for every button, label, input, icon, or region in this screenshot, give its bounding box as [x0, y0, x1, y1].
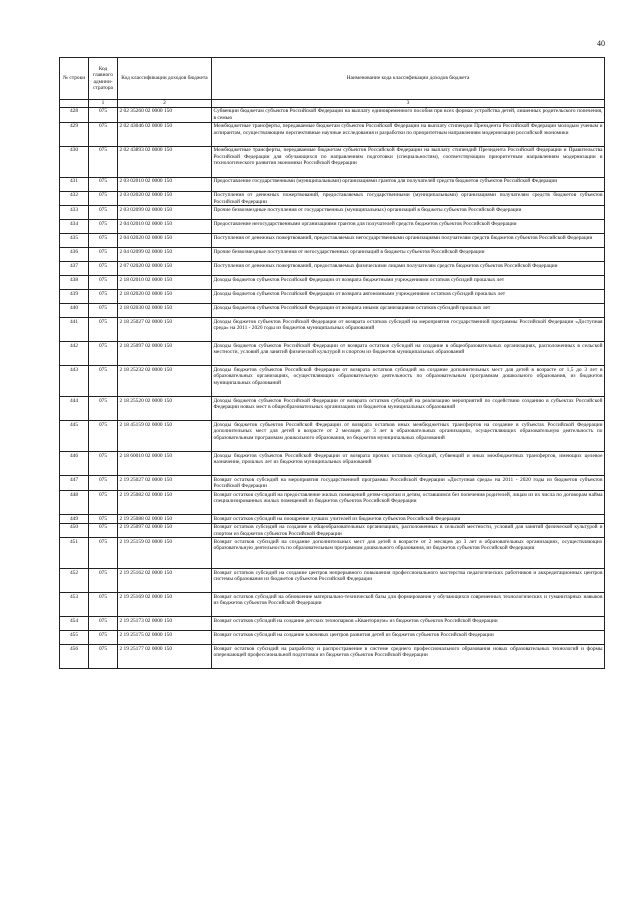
row-number: 445: [60, 421, 89, 452]
classification-code: 2 18 25520 02 0000 150: [118, 397, 212, 421]
table-row: [60, 318, 605, 342]
column-number-1: 1: [89, 100, 118, 108]
page-number: 40: [597, 39, 605, 48]
table-row: [60, 206, 605, 220]
classification-code: 2 19 25175 02 0000 150: [118, 631, 212, 645]
admin-code: 075: [89, 397, 118, 421]
row-number: 446: [60, 452, 89, 476]
table-row: [60, 220, 605, 234]
admin-code: 075: [89, 206, 118, 220]
classification-code: 2 18 02030 02 0000 150: [118, 304, 212, 318]
admin-code: 075: [89, 276, 118, 290]
table-row: [60, 569, 605, 593]
code-name: Прочие безвозмездные поступления от государственных (муниципальных) организаций в бюджеты субъектов Российской Федерации: [212, 206, 605, 220]
code-name: Возврат остатков субсидий на создание детских технопарков «Кванториум» из бюджетов субъектов Российской Федерации: [212, 617, 605, 631]
table-row: [60, 122, 605, 146]
admin-code: 075: [89, 366, 118, 397]
table-row: [60, 617, 605, 631]
table-row: [60, 523, 605, 538]
table-row: [60, 262, 605, 276]
row-number: 435: [60, 234, 89, 248]
row-number: 452: [60, 569, 89, 593]
row-number: 440: [60, 304, 89, 318]
admin-code: 075: [89, 515, 118, 523]
code-name: Поступления от денежных пожертвований, предоставляемых государственными (муниципальными) организациями получателям средств бюджетов субъектов Российской Федерации: [213, 192, 603, 205]
classification-code: 2 07 02020 02 0000 150: [118, 262, 212, 276]
code-name: Возврат остатков субсидий на поощрение лучших учителей из бюджетов субъектов Российской Федерации: [212, 515, 605, 523]
admin-code: 075: [89, 107, 118, 122]
code-name: Субвенции бюджетам субъектов Российской Федерации на выплату единовременного пособия при всех формах устройства детей, лишенных родительского попечения, в семью: [213, 108, 603, 121]
admin-code: 075: [89, 342, 118, 366]
classification-code: 2 18 60010 02 0000 150: [118, 452, 212, 476]
classification-code: 2 18 45159 02 0000 150: [118, 421, 212, 452]
table-row: [60, 515, 605, 523]
table-row: [60, 452, 605, 476]
admin-code: 075: [89, 645, 118, 669]
code-name: Возврат остатков субсидий на создание ключевых центров развития детей из бюджетов субъектов Российской Федерации: [212, 631, 605, 645]
budget-revenue-table: [59, 57, 605, 669]
classification-code: 2 18 25232 02 0000 150: [118, 366, 212, 397]
code-name: Доходы бюджетов субъектов Российской Федерации от возврата иными организациями остатков субсидий прошлых лет: [212, 304, 605, 318]
admin-code: 075: [89, 452, 118, 476]
row-number: 428: [60, 107, 89, 122]
table-row: [60, 146, 605, 177]
classification-code: 2 19 25177 02 0000 150: [118, 645, 212, 669]
row-number: 444: [60, 397, 89, 421]
code-name: Поступления от денежных пожертвований, предоставляемых физическими лицами получателям средств бюджетов субъектов Российской Федерации: [212, 262, 605, 276]
column-number-empty: [60, 100, 89, 108]
code-name: Возврат остатков субсидий на создание в общеобразовательных организациях, расположенных в сельской местности, условий для занятий физической культурой и спортом из бюджетов субъектов Российской Федерации: [213, 524, 603, 537]
classification-code: 2 19 25088 02 0000 150: [118, 515, 212, 523]
row-number: 447: [60, 476, 89, 491]
admin-code: 075: [89, 122, 118, 146]
row-number: 429: [60, 122, 89, 146]
header-admin-code: Код главного админи-стратора: [89, 58, 118, 100]
code-name: Возврат остатков субсидий на разработку и распространение в системе среднего профессионального образования новых образовательных технологий и формы опережающей профессиональной подготовки из бюджетов субъектов Российской Федерации: [212, 645, 605, 669]
table-row: [60, 191, 605, 206]
classification-code: 2 04 02010 02 0000 150: [118, 220, 212, 234]
table-row: [60, 538, 605, 569]
code-name: Возврат остатков субсидий на создание дополнительных мест для детей в возрасте от 2 месяцев до 3 лет в образовательных организациях, осуществляющих образовательную деятельность по образовательным программам дошкольного образования, из бюджетов субъектов Российской Федерации: [212, 538, 605, 569]
code-name: Предоставление государственными (муниципальными) организациями грантов для получателей средств бюджетов субъектов Российской Федерации: [212, 177, 605, 191]
column-number-3: 3: [212, 100, 605, 108]
classification-code: 2 19 25173 02 0000 150: [118, 617, 212, 631]
table-row: [60, 397, 605, 421]
table-row: [60, 290, 605, 304]
admin-code: 075: [89, 476, 118, 491]
code-name: Доходы бюджетов субъектов Российской Федерации от возврата остатков иных межбюджетных трансфертов на создание в субъектах Российской Федерации дополнительных мест для детей в возрасте от 2 месяцев до 3 лет в образовательных организациях, осуществляющих образовательную деятельность по образовательным программам дошкольного образования, из бюджетов муниципальных образований: [212, 421, 605, 452]
admin-code: 075: [89, 617, 118, 631]
classification-code: 2 19 25097 02 0000 150: [118, 523, 212, 538]
code-name: Доходы бюджетов субъектов Российской Федерации от возврата остатков субсидий на мероприятия государственной программы Российской Федерации «Доступная среда» на 2011 - 2020 годы из бюджетов муниципальных образований: [212, 318, 605, 342]
table-row: [60, 276, 605, 290]
row-number: 441: [60, 318, 89, 342]
classification-code: 2 18 25027 02 0000 150: [118, 318, 212, 342]
admin-code: 075: [89, 146, 118, 177]
classification-code: 2 19 25159 02 0000 150: [118, 538, 212, 569]
table-row: [60, 421, 605, 452]
classification-code: 2 18 02010 02 0000 150: [118, 276, 212, 290]
classification-code: 2 19 25169 02 0000 150: [118, 593, 212, 617]
row-number: 455: [60, 631, 89, 645]
row-number: 442: [60, 342, 89, 366]
code-name: Возврат остатков субсидий на обновление материально-технической базы для формирования у обучающихся современных технологических и гуманитарных навыков из бюджетов субъектов Российской Федерации: [212, 593, 605, 617]
classification-code: 2 18 25097 02 0000 150: [118, 342, 212, 366]
classification-code: 2 03 02010 02 0000 150: [118, 177, 212, 191]
code-name: Межбюджетные трансферты, передаваемые бюджетам субъектов Российской Федерации на выплату стипендий Президента Российской Федерации и Правительства Российской Федерации для обучающихся по направлениям подготовки (специальностям), соответствующим приоритетным направлениям модернизации и технологического развития экономики Российской Федерации: [212, 146, 605, 177]
table-body: [60, 107, 605, 669]
code-name: Доходы бюджетов субъектов Российской Федерации от возврата прочих остатков субсидий, субвенций и иных межбюджетных трансфертов, имеющих целевое назначение, прошлых лет из бюджетов муниципальных образований: [212, 452, 605, 476]
classification-code: 2 03 02020 02 0000 150: [118, 191, 212, 206]
classification-code: 2 02 35260 02 0000 150: [118, 107, 212, 122]
code-name: Доходы бюджетов субъектов Российской Федерации от возврата остатков субсидий на создание дополнительных мест для детей в возрасте от 1,5 до 3 лет в образовательных организациях, осуществляющих образовательную деятельность по образовательным программам дошкольного образования, из бюджетов муниципальных образований: [212, 366, 605, 397]
code-name: Прочие безвозмездные поступления от негосударственных организаций в бюджеты субъектов Российской Федерации: [212, 248, 605, 262]
admin-code: 075: [89, 304, 118, 318]
row-number: 437: [60, 262, 89, 276]
classification-code: 2 03 02099 02 0000 150: [118, 206, 212, 220]
admin-code: 075: [89, 191, 118, 206]
row-number: 443: [60, 366, 89, 397]
classification-code: 2 04 02099 02 0000 150: [118, 248, 212, 262]
table-header-row: [60, 58, 605, 100]
table-row: [60, 476, 605, 491]
admin-code: 075: [89, 220, 118, 234]
admin-code: 075: [89, 262, 118, 276]
table-row: [60, 593, 605, 617]
admin-code: 075: [89, 523, 118, 538]
admin-code: 075: [89, 491, 118, 515]
code-name: Возврат остатков субсидий на создание центров непрерывного повышения профессионального мастерства педагогических работников и аккредитационных центров системы образования из бюджетов субъектов Российской Федерации: [212, 569, 605, 593]
admin-code: 075: [89, 631, 118, 645]
admin-code: 075: [89, 569, 118, 593]
row-number: 453: [60, 593, 89, 617]
row-number: 430: [60, 146, 89, 177]
row-number: 431: [60, 177, 89, 191]
table-row: [60, 304, 605, 318]
table-row: [60, 107, 605, 122]
code-name: Предоставление негосударственными организациями грантов для получателей средств бюджетов субъектов Российской Федерации: [212, 220, 605, 234]
classification-code: 2 02 43046 02 0000 150: [118, 122, 212, 146]
row-number: 432: [60, 191, 89, 206]
table-row: [60, 342, 605, 366]
row-number: 449: [60, 515, 89, 523]
admin-code: 075: [89, 421, 118, 452]
table-row: [60, 631, 605, 645]
table-row: [60, 366, 605, 397]
classification-code: 2 19 25162 02 0000 150: [118, 569, 212, 593]
classification-code: 2 04 02020 02 0000 150: [118, 234, 212, 248]
code-name: Доходы бюджетов субъектов Российской Федерации от возврата остатков субсидий на реализацию мероприятий по содействию созданию в субъектах Российской Федерации новых мест в общеобразовательных организациях из бюджетов муниципальных образований: [212, 397, 605, 421]
table-row: [60, 491, 605, 515]
header-classification-code: Код классификации доходов бюджета: [118, 58, 212, 100]
code-name: Межбюджетные трансферты, передаваемые бюджетам субъектов Российской Федерации на выплату стипендии Президента Российской Федерации молодым ученым и аспирантам, осуществляющим перспективные научные исследования и разработки по приоритетным направлениям модернизации российской экономики: [212, 122, 605, 146]
table-row: [60, 248, 605, 262]
row-number: 451: [60, 538, 89, 569]
column-number-row: [60, 100, 605, 108]
table-row: [60, 177, 605, 191]
code-name: Возврат остатков субсидий на мероприятия государственной программы Российской Федерации «Доступная среда» на 2011 - 2020 годы из бюджетов субъектов Российской Федерации: [213, 477, 603, 490]
classification-code: 2 19 25027 02 0000 150: [118, 476, 212, 491]
row-number: 456: [60, 645, 89, 669]
row-number: 434: [60, 220, 89, 234]
admin-code: 075: [89, 290, 118, 304]
admin-code: 075: [89, 177, 118, 191]
admin-code: 075: [89, 318, 118, 342]
code-name: Возврат остатков субсидий на предоставление жилых помещений детям-сиротам и детям, оставшимся без попечения родителей, лицам из их числа по договорам найма специализированных жилых помещений из бюджетов субъектов Российской Федерации: [212, 491, 605, 515]
row-number: 439: [60, 290, 89, 304]
code-name: Доходы бюджетов субъектов Российской Федерации от возврата бюджетными учреждениями остатков субсидий прошлых лет: [212, 276, 605, 290]
admin-code: 075: [89, 538, 118, 569]
header-row-number: № строки: [60, 58, 89, 100]
row-number: 438: [60, 276, 89, 290]
header-code-name: Наименование кода классификации доходов бюджета: [212, 58, 605, 100]
code-name: Поступления от денежных пожертвований, предоставляемых негосударственными организациями получателям средств бюджетов субъектов Российской Федерации: [212, 234, 605, 248]
code-name: Доходы бюджетов субъектов Российской Федерации от возврата остатков субсидий на создание в общеобразовательных организациях, расположенных в сельской местности, условий для занятий физической культурой и спортом из бюджетов муниципальных образований: [212, 342, 605, 366]
code-name: Доходы бюджетов субъектов Российской Федерации от возврата автономными учреждениями остатков субсидий прошлых лет: [212, 290, 605, 304]
row-number: 448: [60, 491, 89, 515]
column-number-2: 2: [118, 100, 212, 108]
row-number: 436: [60, 248, 89, 262]
admin-code: 075: [89, 234, 118, 248]
classification-code: 2 18 02020 02 0000 150: [118, 290, 212, 304]
admin-code: 075: [89, 593, 118, 617]
table-row: [60, 645, 605, 669]
table-row: [60, 234, 605, 248]
admin-code: 075: [89, 248, 118, 262]
row-number: 454: [60, 617, 89, 631]
classification-code: 2 19 25082 02 0000 150: [118, 491, 212, 515]
row-number: 433: [60, 206, 89, 220]
row-number: 450: [60, 523, 89, 538]
classification-code: 2 02 43893 02 0000 150: [118, 146, 212, 177]
